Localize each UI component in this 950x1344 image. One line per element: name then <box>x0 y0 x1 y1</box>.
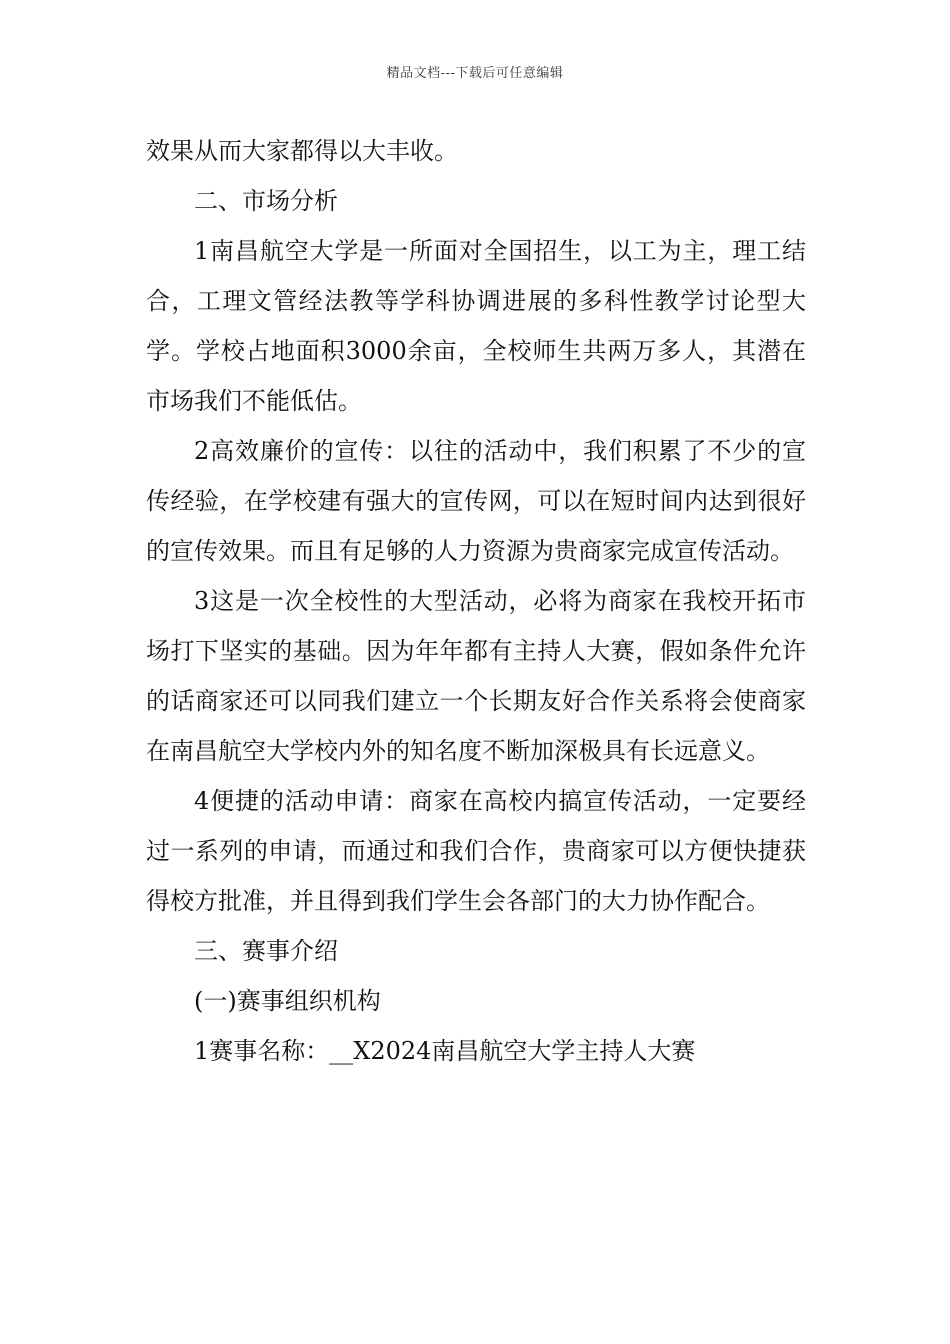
paragraph-point-3: 3这是一次全校性的大型活动，必将为商家在我校开拓市场打下坚实的基础。因为年年都有主持人大赛，假如条件允许的话商家还可以同我们建立一个长期友好合作关系将会使商家在南昌航空大学校内外的知名度不断加深极具有长远意义。 <box>146 587 806 765</box>
paragraph-point-1: 1南昌航空大学是一所面对全国招生，以工为主，理工结合，工理文管经法教等学科协调进展的多科性教学讨论型大学。学校占地面积3000余亩，全校师生共两万多人，其潜在市场我们不能低估。 <box>146 237 806 415</box>
section-heading-event-intro: 三、赛事介绍 <box>194 937 338 965</box>
document-body <box>146 126 806 1076</box>
page-header: 精品文档---下载后可任意编辑 <box>386 66 564 81</box>
paragraph-continuation: 效果从而大家都得以大丰收。 <box>146 137 458 165</box>
subsection-heading-organization: (一)赛事组织机构 <box>194 987 381 1015</box>
paragraph-point-2: 2高效廉价的宣传：以往的活动中，我们积累了不少的宣传经验，在学校建有强大的宣传网，可以在短时间内达到很好的宣传效果。而且有足够的人力资源为贵商家完成宣传活动。 <box>146 437 806 565</box>
paragraph-event-name: 1赛事名称：__X2024南昌航空大学主持人大赛 <box>194 1037 696 1065</box>
paragraph-point-4: 4便捷的活动申请：商家在高校内搞宣传活动，一定要经过一系列的申请，而通过和我们合作，贵商家可以方便快捷获得校方批准，并且得到我们学生会各部门的大力协作配合。 <box>146 787 806 915</box>
section-heading-market-analysis: 二、市场分析 <box>194 187 338 215</box>
